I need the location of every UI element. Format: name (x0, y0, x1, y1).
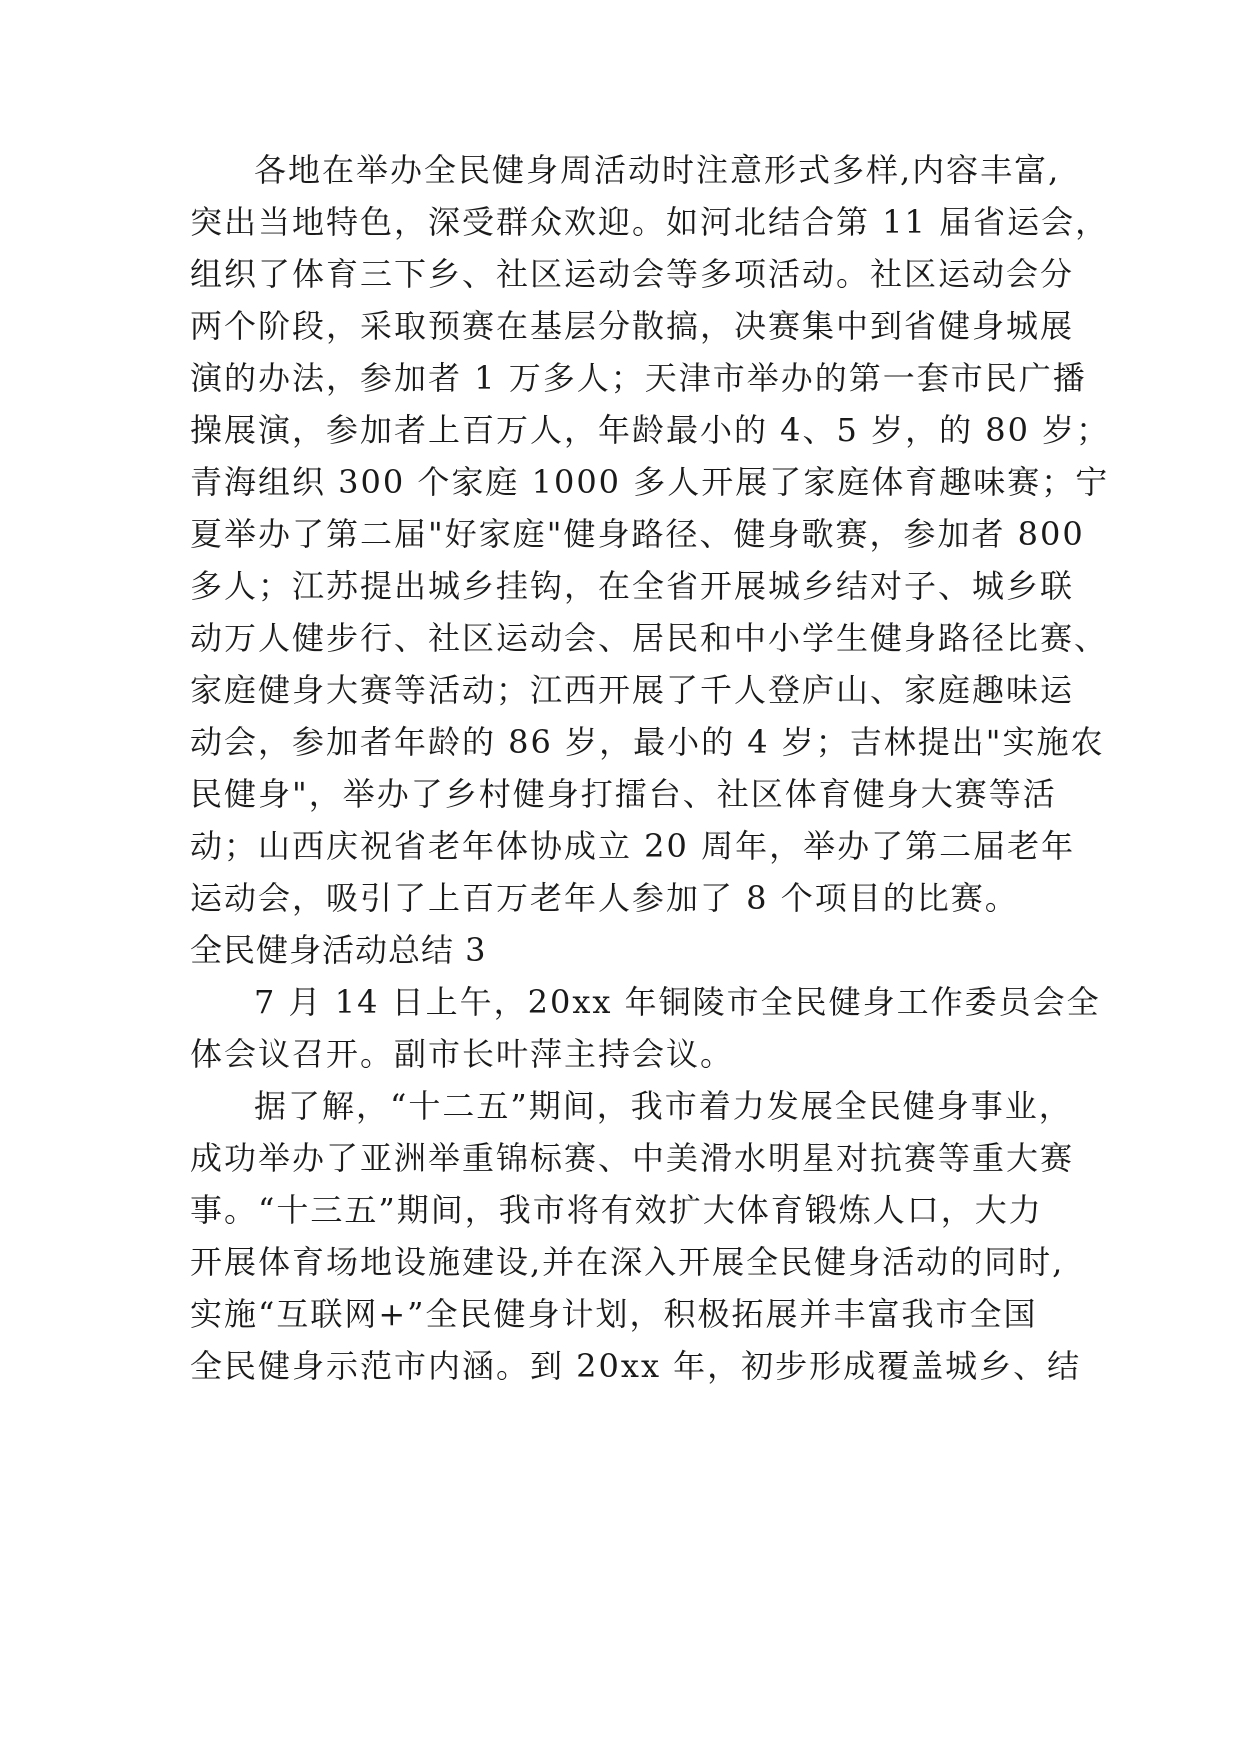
paragraph-line: 组织了体育三下乡、社区运动会等多项活动。社区运动会分 (190, 255, 1075, 293)
paragraph-line: 突出当地特色，深受群众欢迎。如河北结合第 11 届省运会， (190, 203, 1110, 241)
paragraph-line: 家庭健身大赛等活动；江西开展了千人登庐山、家庭趣味运 (190, 671, 1075, 709)
paragraph-line: 据了解，“十二五”期间，我市着力发展全民健身事业， (254, 1087, 1073, 1125)
paragraph-line: 各地在举办全民健身周活动时注意形式多样,内容丰富, (254, 151, 1061, 189)
paragraph-line: 体会议召开。副市长叶萍主持会议。 (190, 1035, 735, 1073)
paragraph-line: 7 月 14 日上午，20xx 年铜陵市全民健身工作委员会全 (254, 983, 1101, 1021)
paragraph-line: 事。“十三五”期间，我市将有效扩大体育锻炼人口，大力 (190, 1191, 1043, 1229)
paragraph-line: 操展演，参加者上百万人，年龄最小的 4、5 岁，的 80 岁； (190, 411, 1111, 449)
paragraph-line: 成功举办了亚洲举重锦标赛、中美滑水明星对抗赛等重大赛 (190, 1139, 1075, 1177)
paragraph-line: 夏举办了第二届"好家庭"健身路径、健身歌赛，参加者 800 (190, 515, 1085, 553)
paragraph-line: 多人；江苏提出城乡挂钩，在全省开展城乡结对子、城乡联 (190, 567, 1075, 605)
paragraph-line: 实施“互联网+”全民健身计划，积极拓展并丰富我市全国 (190, 1295, 1038, 1333)
paragraph-line: 演的办法，参加者 1 万多人；天津市举办的第一套市民广播 (190, 359, 1087, 397)
paragraph-line: 动会，参加者年龄的 86 岁，最小的 4 岁；吉林提出"实施农 (190, 723, 1105, 761)
paragraph-line: 青海组织 300 个家庭 1000 多人开展了家庭体育趣味赛；宁 (190, 463, 1110, 501)
paragraph-line: 运动会，吸引了上百万老年人参加了 8 个项目的比赛。 (190, 879, 1019, 917)
paragraph-line: 开展体育场地设施建设,并在深入开展全民健身活动的同时, (190, 1243, 1065, 1281)
paragraph-line: 全民健身示范市内涵。到 20xx 年，初步形成覆盖城乡、结 (190, 1347, 1082, 1385)
paragraph-line: 两个阶段，采取预赛在基层分散搞，决赛集中到省健身城展 (190, 307, 1075, 345)
paragraph-line: 动万人健步行、社区运动会、居民和中小学生健身路径比赛、 (190, 619, 1109, 657)
paragraph-line: 动；山西庆祝省老年体协成立 20 周年，举办了第二届老年 (190, 827, 1076, 865)
paragraph-line: 民健身"，举办了乡村健身打擂台、社区体育健身大赛等活 (190, 775, 1057, 813)
section-heading: 全民健身活动总结 3 (190, 931, 487, 969)
